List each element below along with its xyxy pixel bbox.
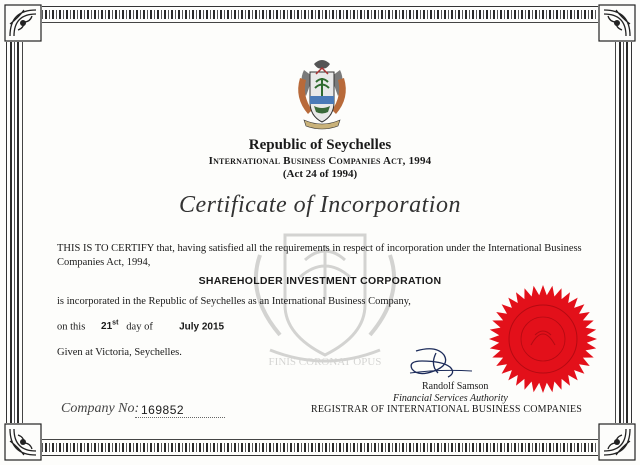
- corner-ornament: [4, 423, 42, 461]
- company-number-underline: [135, 417, 225, 418]
- company-number-value: 169852: [141, 403, 185, 417]
- certificate-title: Certificate of Incorporation: [179, 192, 461, 218]
- signature-icon: [406, 345, 476, 379]
- coat-of-arms-watermark-icon: [240, 215, 410, 375]
- corner-ornament: [598, 423, 636, 461]
- country-heading: Republic of Seychelles: [248, 137, 392, 153]
- signatory-authority: Financial Services Authority: [393, 393, 508, 404]
- month-year-value: July 2015: [179, 321, 225, 333]
- corner-ornament: [598, 4, 636, 42]
- signatory-role: REGISTRAR OF INTERNATIONAL BUSINESS COMPANIES: [311, 404, 583, 415]
- signatory-name: Randolf Samson: [422, 381, 489, 392]
- company-name: SHAREHOLDER INVESTMENT CORPORATION: [198, 275, 442, 287]
- day-value: 21st: [101, 320, 119, 333]
- coat-of-arms-icon: [290, 56, 354, 136]
- given-at-text: Given at Victoria, Seychelles.: [57, 347, 182, 358]
- certify-paragraph: THIS IS TO CERTIFY that, having satisfied all the requirements in respect of incorporation under the International Business Companies Act, 1994,: [57, 243, 582, 268]
- corner-ornament: [4, 4, 42, 42]
- emblem-motto: FINIS CORONAT OPUS: [268, 356, 382, 368]
- day-of-label: day of: [126, 321, 153, 333]
- incorporated-paragraph: is incorporated in the Republic of Seychelles as an International Business Company,: [57, 296, 411, 307]
- act-reference: (Act 24 of 1994): [282, 168, 358, 180]
- red-seal-icon: [487, 283, 599, 395]
- date-line: [57, 320, 224, 332]
- act-heading: International Business Companies Act, 1994: [208, 155, 432, 167]
- on-this-label: on this: [57, 321, 86, 333]
- company-number-label: Company No:: [61, 401, 140, 416]
